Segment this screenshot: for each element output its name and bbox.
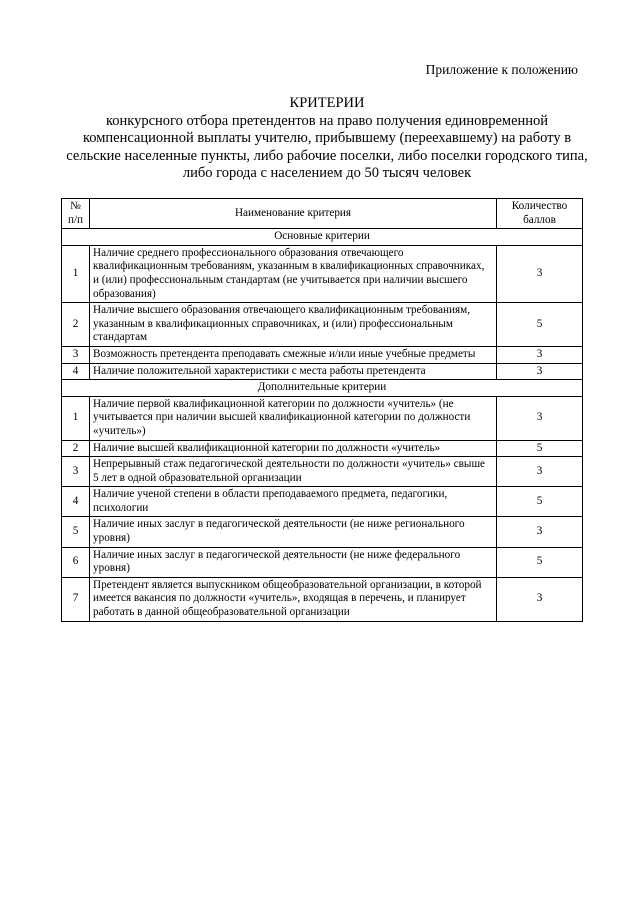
row-number: 3	[62, 457, 90, 487]
table-row	[62, 457, 583, 487]
title-heading: КРИТЕРИИ	[289, 95, 365, 111]
criterion-name: Наличие первой квалификационной категории по должности «учитель» (не учитывается при наличии высшей квалификационной категории по должности «учитель»)	[90, 396, 497, 440]
criterion-score: 3	[497, 457, 583, 487]
criterion-name: Наличие высшей квалификационной категории по должности «учитель»	[90, 440, 497, 457]
table-row	[62, 547, 583, 577]
criterion-score: 3	[497, 245, 583, 302]
appendix-note: Приложение к положению	[425, 62, 578, 77]
table-row	[62, 303, 583, 347]
row-number: 1	[62, 396, 90, 440]
criterion-name: Возможность претендента преподавать смежные и/или иные учебные предметы	[90, 346, 497, 363]
criterion-score: 5	[497, 487, 583, 517]
header-name: Наименование критерия	[90, 199, 497, 229]
table-row	[62, 440, 583, 457]
criteria-table	[61, 198, 583, 622]
criterion-name: Наличие высшего образования отвечающего квалификационным требованиям, указанным в квалификационных справочниках, и (или) профессиональным стандартам	[90, 303, 497, 347]
criterion-name: Наличие ученой степени в области преподаваемого предмета, педагогики, психологии	[90, 487, 497, 517]
row-number: 6	[62, 547, 90, 577]
document-title	[62, 95, 592, 183]
criterion-score: 3	[497, 517, 583, 547]
row-number: 4	[62, 487, 90, 517]
header-score: Количество баллов	[497, 199, 583, 229]
criterion-name: Наличие среднего профессионального образования отвечающего квалификационным требованиям, указанным в квалификационных справочниках, и (или) профессиональным стандартам (не учитывается при наличии высшего образования)	[90, 245, 497, 302]
criterion-score: 3	[497, 363, 583, 380]
criterion-score: 3	[497, 346, 583, 363]
criterion-score: 5	[497, 547, 583, 577]
criterion-name: Непрерывный стаж педагогической деятельности по должности «учитель» свыше 5 лет в одной образовательной организации	[90, 457, 497, 487]
table-row	[62, 577, 583, 621]
table-row	[62, 346, 583, 363]
criterion-score: 5	[497, 440, 583, 457]
criterion-score: 3	[497, 396, 583, 440]
section-row	[62, 380, 583, 397]
row-number: 2	[62, 303, 90, 347]
header-num: № п/п	[62, 199, 90, 229]
criterion-score: 5	[497, 303, 583, 347]
section-title: Основные критерии	[62, 229, 583, 246]
row-number: 7	[62, 577, 90, 621]
table-row	[62, 396, 583, 440]
criterion-score: 3	[497, 577, 583, 621]
table-row	[62, 245, 583, 302]
title-subtitle: конкурсного отбора претендентов на право получения единовременной компенсационной выплаты учителю, прибывшему (переехавшему) на работу в сельские населенные пункты, либо рабочие поселки, либо поселки городского типа, либо города с населением до 50 тысяч человек	[66, 112, 588, 181]
section-title: Дополнительные критерии	[62, 380, 583, 397]
table-row	[62, 487, 583, 517]
criterion-name: Претендент является выпускником общеобразовательной организации, в которой имеется вакансия по должности «учитель», входящая в перечень, и планирует работать в данной общеобразовательной организации	[90, 577, 497, 621]
criterion-name: Наличие положительной характеристики с места работы претендента	[90, 363, 497, 380]
criterion-name: Наличие иных заслуг в педагогической деятельности (не ниже регионального уровня)	[90, 517, 497, 547]
table-header-row	[62, 199, 583, 229]
section-row	[62, 229, 583, 246]
table-row	[62, 363, 583, 380]
table-body	[62, 229, 583, 621]
row-number: 5	[62, 517, 90, 547]
row-number: 1	[62, 245, 90, 302]
row-number: 3	[62, 346, 90, 363]
row-number: 4	[62, 363, 90, 380]
table-row	[62, 517, 583, 547]
criterion-name: Наличие иных заслуг в педагогической деятельности (не ниже федерального уровня)	[90, 547, 497, 577]
row-number: 2	[62, 440, 90, 457]
